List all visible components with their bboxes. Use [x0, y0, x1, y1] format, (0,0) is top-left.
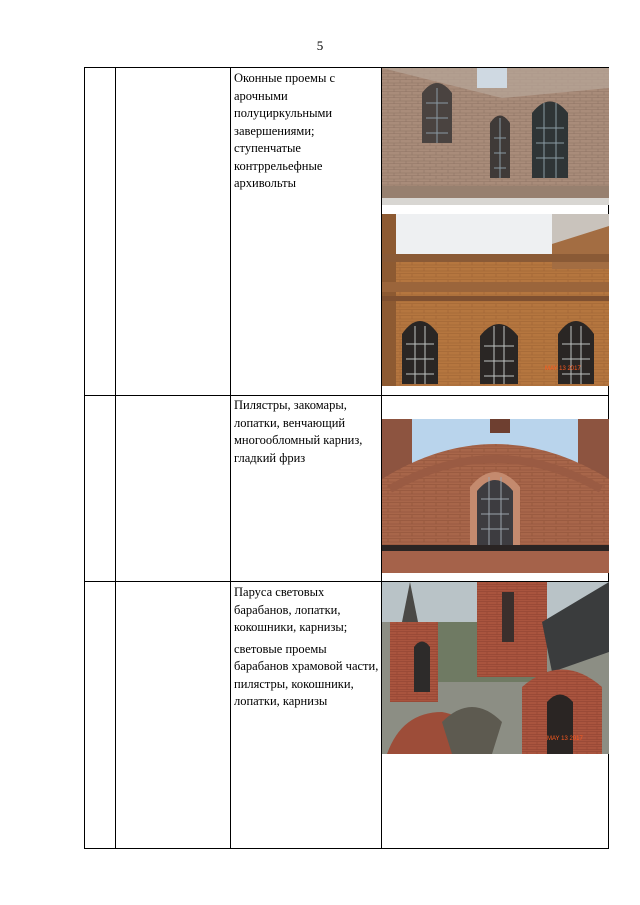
description-text: Оконные проемы с арочными полуциркульными завершениями; ступенчатые контррельефные архивольты	[234, 71, 336, 190]
photo-drums-and-kokoshniks	[382, 582, 609, 754]
column-divider	[230, 68, 231, 848]
description-text: световые проемы барабанов храмовой части, пилястры, кокошники, лопатки, карнизы	[234, 641, 379, 708]
row-divider	[85, 395, 608, 396]
page-number: 5	[316, 38, 324, 53]
table-row-2-description	[234, 397, 380, 471]
photo-date-stamp: MAY 13 2017	[547, 736, 583, 742]
photo-zakomara-facade	[382, 419, 609, 573]
table-row-3-description	[234, 584, 380, 715]
photo-arched-windows-interior	[382, 68, 609, 205]
description-text: Паруса световых барабанов, лопатки, кокошники, карнизы;	[234, 585, 348, 634]
description-text: Пилястры, закомары, лопатки, венчающий многообломный карниз, гладкий фриз	[234, 398, 363, 465]
building-elements-table	[84, 67, 609, 849]
photo-arched-windows-cornice	[382, 214, 609, 386]
column-divider	[115, 68, 116, 848]
photo-date-stamp: MAY 13 2017	[545, 366, 581, 372]
table-row-1-description	[234, 70, 380, 197]
